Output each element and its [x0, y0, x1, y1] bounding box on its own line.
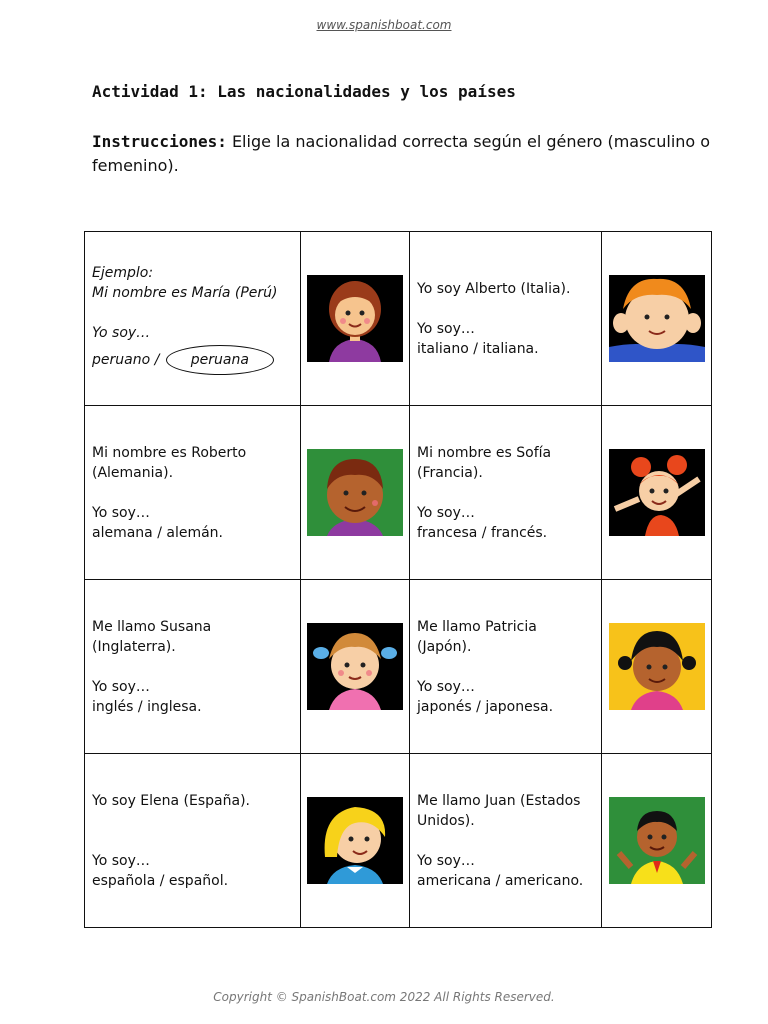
example-name: Mi nombre es María (Perú): [92, 284, 278, 301]
yo-soy-label: Yo soy…: [417, 852, 475, 869]
yo-soy-label: Yo soy…: [92, 852, 150, 869]
yo-soy-label: Yo soy…: [92, 678, 150, 695]
nationality-options: americana / americano.: [417, 872, 584, 889]
nationality-options: inglés / inglesa.: [92, 698, 202, 715]
exercise-cell-sofia: [410, 406, 602, 580]
girl-susana-image: [307, 623, 403, 710]
boy-alberto-image: [609, 275, 705, 362]
exercise-statement: Yo soy Alberto (Italia).: [417, 280, 571, 297]
exercise-country: (Alemania).: [92, 464, 174, 481]
table-row: [85, 580, 712, 754]
exercise-cell-maria: [85, 232, 301, 406]
exercise-statement: Me llamo Juan (Estados: [417, 792, 581, 809]
yo-soy-label: Yo soy…: [92, 324, 151, 341]
footer-copyright: Copyright © SpanishBoat.com 2022 All Rights Reserved.: [213, 990, 555, 1004]
boy-juan-image: [609, 797, 705, 884]
exercise-country: (Inglaterra).: [92, 638, 176, 655]
exercise-statement: Me llamo Susana: [92, 618, 212, 635]
exercise-cell-elena: [85, 754, 301, 928]
exercise-cell-roberto: [85, 406, 301, 580]
exercise-cell-susana: [85, 580, 301, 754]
picture-cell: [602, 754, 712, 928]
nationality-options: española / español.: [92, 872, 229, 889]
picture-cell: [301, 232, 410, 406]
nationality-options: italiano / italiana.: [417, 340, 539, 357]
circled-answer-peruana: peruana: [166, 345, 274, 375]
table-row: [85, 406, 712, 580]
picture-cell: [301, 580, 410, 754]
girl-sofia-image: [609, 449, 705, 536]
exercise-statement: Me llamo Patricia: [417, 618, 537, 635]
instructions: [92, 130, 712, 178]
yo-soy-label: Yo soy…: [417, 504, 475, 521]
nationality-options: francesa / francés.: [417, 524, 548, 541]
boy-roberto-image: [307, 449, 403, 536]
exercise-statement: Mi nombre es Sofía: [417, 444, 552, 461]
picture-cell: [602, 580, 712, 754]
exercise-cell-juan: [410, 754, 602, 928]
nationality-options: japonés / japonesa.: [417, 698, 554, 715]
nationality-options: alemana / alemán.: [92, 524, 223, 541]
table-row: [85, 232, 712, 406]
exercise-table: [84, 231, 712, 928]
exercise-country: (Japón).: [417, 638, 472, 655]
exercise-statement: Yo soy Elena (España).: [92, 792, 250, 809]
picture-cell: [301, 754, 410, 928]
exercise-country: Unidos).: [417, 812, 475, 829]
girl-patricia-image: [609, 623, 705, 710]
instructions-label: Instrucciones:: [92, 132, 227, 151]
option-peruano: peruano /: [92, 351, 160, 368]
header-url[interactable]: www.spanishboat.com: [316, 18, 452, 32]
activity-title: Actividad 1: Las nacionalidades y los países: [92, 82, 516, 101]
girl-elena-image: [307, 797, 403, 884]
exercise-statement: Mi nombre es Roberto: [92, 444, 247, 461]
picture-cell: [301, 406, 410, 580]
exercise-country: (Francia).: [417, 464, 483, 481]
yo-soy-label: Yo soy…: [417, 678, 475, 695]
yo-soy-label: Yo soy…: [92, 504, 150, 521]
picture-cell: [602, 232, 712, 406]
exercise-cell-patricia: [410, 580, 602, 754]
instructions-text: Elige la nacionalidad correcta según el género (masculino o femenino).: [92, 132, 711, 175]
picture-cell: [602, 406, 712, 580]
example-label: Ejemplo:: [92, 264, 154, 281]
table-row: [85, 754, 712, 928]
yo-soy-label: Yo soy…: [417, 320, 475, 337]
girl-maria-image: [307, 275, 403, 362]
exercise-cell-alberto: [410, 232, 602, 406]
